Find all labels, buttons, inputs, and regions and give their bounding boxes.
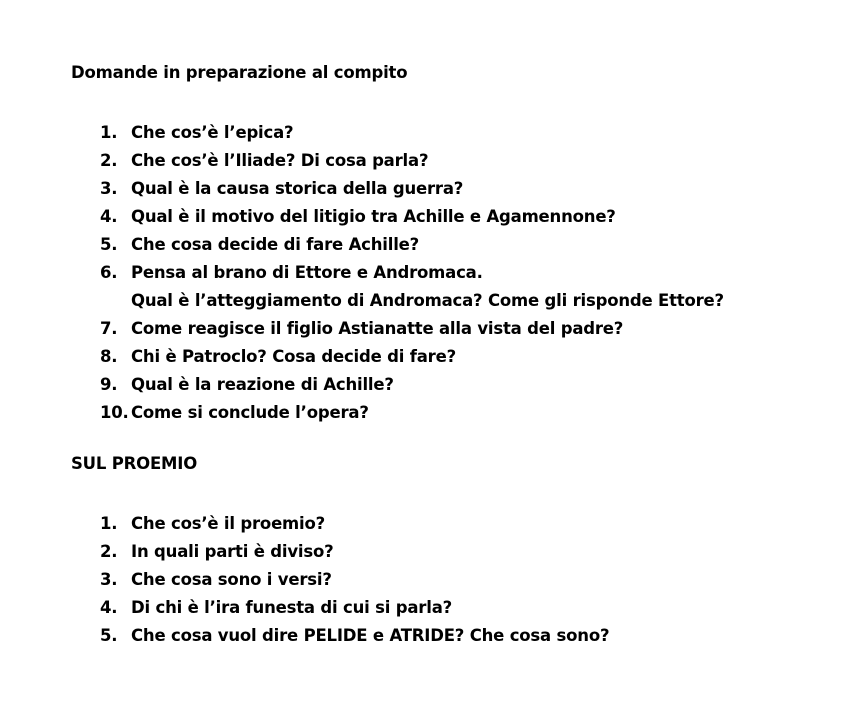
item-number: 6. xyxy=(100,263,118,282)
list-item xyxy=(100,510,609,538)
section-heading-proemio: SUL PROEMIO xyxy=(71,454,198,473)
list-item xyxy=(100,538,609,566)
item-number: 7. xyxy=(100,319,118,338)
list-item xyxy=(100,231,724,259)
question-text: Qual è il motivo del litigio tra Achille e Agamennone? xyxy=(131,207,616,226)
list-item xyxy=(100,343,724,371)
list-item xyxy=(100,622,609,650)
item-number: 3. xyxy=(100,179,118,198)
item-number: 2. xyxy=(100,542,118,561)
question-text: Che cos’è il proemio? xyxy=(131,514,326,533)
item-number: 4. xyxy=(100,598,118,617)
question-text: Che cosa vuol dire PELIDE e ATRIDE? Che cosa sono? xyxy=(131,626,610,645)
item-number: 2. xyxy=(100,151,118,170)
list-item xyxy=(100,203,724,231)
item-number: 3. xyxy=(100,570,118,589)
question-text: Pensa al brano di Ettore e Andromaca. xyxy=(131,263,483,282)
question-text: Che cosa decide di fare Achille? xyxy=(131,235,420,254)
list-item xyxy=(100,147,724,175)
question-list-preparazione xyxy=(100,119,724,427)
question-text: Che cos’è l’Iliade? Di cosa parla? xyxy=(131,151,429,170)
section-heading-preparazione: Domande in preparazione al compito xyxy=(71,63,408,82)
question-text: Che cosa sono i versi? xyxy=(131,570,332,589)
question-text: Chi è Patroclo? Cosa decide di fare? xyxy=(131,347,456,366)
question-text: Qual è la reazione di Achille? xyxy=(131,375,394,394)
list-item xyxy=(100,259,724,315)
question-text: Qual è la causa storica della guerra? xyxy=(131,179,464,198)
question-text: Come si conclude l’opera? xyxy=(131,403,369,422)
item-number: 1. xyxy=(100,514,118,533)
question-list-proemio xyxy=(100,510,609,650)
list-item xyxy=(100,315,724,343)
list-item xyxy=(100,119,724,147)
question-text: Come reagisce il figlio Astianatte alla vista del padre? xyxy=(131,319,624,338)
item-number: 4. xyxy=(100,207,118,226)
list-item xyxy=(100,594,609,622)
question-continuation: Qual è l’atteggiamento di Andromaca? Come gli risponde Ettore? xyxy=(131,291,724,310)
list-item xyxy=(100,399,724,427)
item-number: 9. xyxy=(100,375,118,394)
item-number: 10. xyxy=(100,403,129,422)
item-number: 5. xyxy=(100,235,118,254)
question-text: Che cos’è l’epica? xyxy=(131,123,294,142)
list-item xyxy=(100,371,724,399)
item-number: 5. xyxy=(100,626,118,645)
list-item xyxy=(100,175,724,203)
item-number: 1. xyxy=(100,123,118,142)
question-text: In quali parti è diviso? xyxy=(131,542,334,561)
question-text: Di chi è l’ira funesta di cui si parla? xyxy=(131,598,453,617)
list-item xyxy=(100,566,609,594)
item-number: 8. xyxy=(100,347,118,366)
